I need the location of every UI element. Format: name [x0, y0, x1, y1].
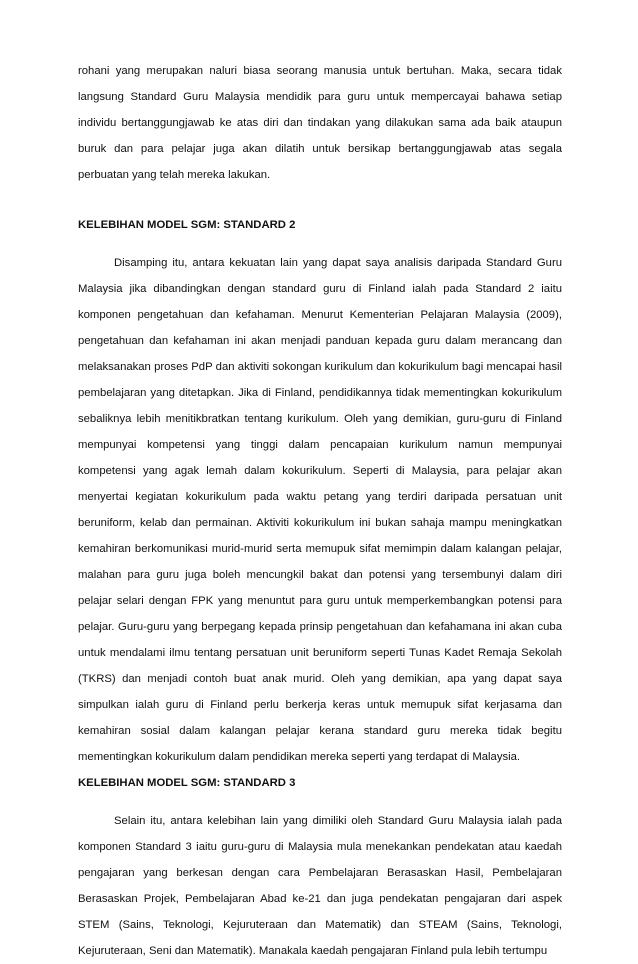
section-2-paragraph: Disamping itu, antara kekuatan lain yang dapat saya analisis daripada Standard Guru Malaysia jika dibandingkan dengan standard guru di Finland ialah pada Standard 2 iaitu komponen pengetahuan dan kefahaman. Menurut Kementerian Pelajaran Malaysia (2009), pengetahuan dan kefahaman ini akan menjadi panduan kepada guru dalam merancang dan melaksanakan proses PdP dan aktiviti sokongan kurikulum dan kokurikulum bagi mencapai hasil pembelajaran yang ditetapkan. Jika di Finland, pendidikannya tidak mementingkan kokurikulum sebaliknya lebih menitikbratkan tentang kurikulum. Oleh yang demikian, guru-guru di Finland mempunyai kompetensi yang tinggi dalam pencapaian kurikulum namun mempunyai kompetensi yang agak lemah dalam kokurikulum. Seperti di Malaysia, para pelajar akan menyertai kegiatan kokurikulum pada waktu petang yang terdiri daripada persatuan unit beruniform, kelab dan permainan. Aktiviti kokurikulum ini bukan sahaja mampu meningkatkan kemahiran berkomunikasi murid-murid serta memupuk sifat memimpin dalam kalangan pelajar, malahan para guru juga boleh mencungkil bakat dan potensi yang tersembunyi dalam diri pelajar selari dengan FPK yang menuntut para guru untuk memperkembangkan potensi para pelajar. Guru-guru yang berpegang kepada prinsip pengetahuan dan kefahamana ini akan cuba untuk mendalami ilmu tentang persatuan unit beruniform seperti Tunas Kadet Remaja Sekolah (TKRS) dan menjadi contoh buat anak murid. Oleh yang demikian, apa yang dapat saya simpulkan ialah guru di Finland perlu berkerja keras untuk memupuk sifat kerjasama dan kemahiran sosial dalam kalangan pelajar kerana standard guru mereka tidak begitu mementingkan kokurikulum dalam pendidikan mereka seperti yang terdapat di Malaysia. — [78, 257, 562, 763]
section-2-heading: KELEBIHAN MODEL SGM: STANDARD 2 — [78, 219, 296, 231]
spacer — [78, 238, 562, 250]
spacer — [78, 796, 562, 808]
document-page — [78, 58, 562, 964]
section-3-heading: KELEBIHAN MODEL SGM: STANDARD 3 — [78, 777, 296, 789]
spacer — [78, 188, 562, 212]
section-3-paragraph: Selain itu, antara kelebihan lain yang dimiliki oleh Standard Guru Malaysia ialah pada komponen Standard 3 iaitu guru-guru di Malaysia mula menekankan pendekatan atau kaedah pengajaran yang berkesan dengan cara Pembelajaran Berasaskan Hasil, Pembelajaran Berasaskan Projek, Pembelajaran Abad ke-21 dan juga pendekatan pengajaran dari aspek STEM (Sains, Teknologi, Kejuruteraan dan Matematik) dan STEAM (Sains, Teknologi, Kejuruteraan, Seni dan Matematik). Manakala kaedah pengajaran Finland pula lebih tertumpu — [78, 815, 562, 957]
intro-paragraph: rohani yang merupakan naluri biasa seorang manusia untuk bertuhan. Maka, secara tidak langsung Standard Guru Malaysia mendidik para guru untuk mempercayai bahawa setiap individu bertanggungjawab ke atas diri dan tindakan yang dilakukan sama ada baik ataupun buruk dan para pelajar juga akan dilatih untuk bersikap bertanggungjawab atas segala perbuatan yang telah mereka lakukan. — [78, 65, 562, 181]
